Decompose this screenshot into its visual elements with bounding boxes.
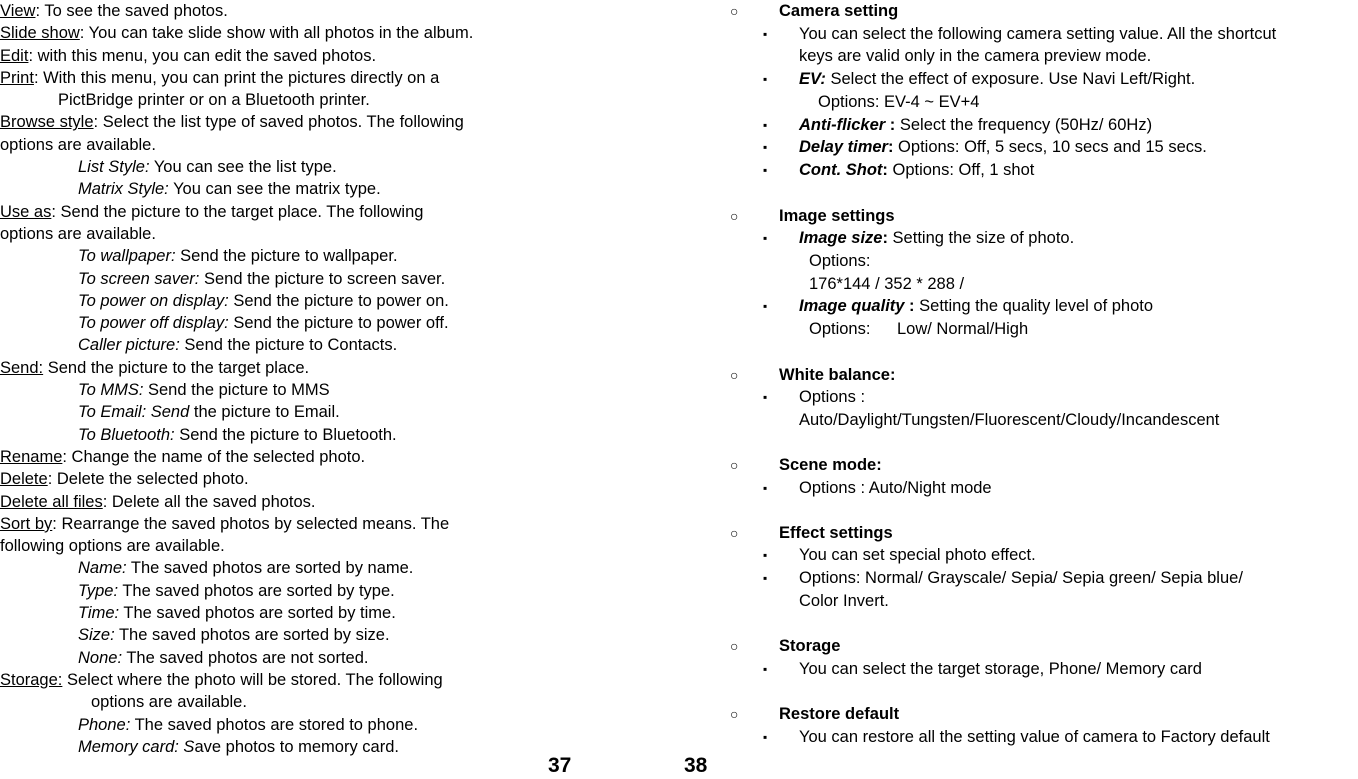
- option-desc: Send the picture to MMS: [143, 381, 330, 400]
- anti-flicker-text: Select the frequency (50Hz/ 60Hz): [895, 115, 1153, 134]
- anti-flicker-label: Anti-flicker: [799, 115, 886, 134]
- bullet-text-continued: Color Invert.: [799, 592, 889, 611]
- option-desc: You can see the list type.: [149, 158, 337, 177]
- browse-style-text: : Select the list type of saved photos. The following: [93, 113, 464, 132]
- option-desc: Send the picture to power on.: [228, 291, 449, 310]
- option-desc: The saved photos are not sorted.: [122, 648, 369, 667]
- option-desc: Send the picture to power off.: [228, 314, 449, 333]
- storage-option: [0, 736, 600, 758]
- option-desc: Send the picture to Contacts.: [179, 336, 398, 355]
- left-page: [0, 0, 600, 758]
- square-bullet-icon: ▪: [763, 390, 768, 405]
- white-balance-section: [730, 364, 1358, 387]
- bullet-item: [730, 567, 1358, 590]
- image-quality-options: [730, 318, 1358, 341]
- edit-text: : with this menu, you can edit the saved photos.: [28, 46, 377, 65]
- use-as-option: [0, 312, 600, 334]
- options-label: Options:: [809, 320, 871, 339]
- storage-label: Storage:: [0, 670, 63, 689]
- print-label: Print: [0, 68, 34, 87]
- print-text: : With this menu, you can print the pictures directly on a: [33, 68, 440, 87]
- sort-by-item: [0, 513, 600, 535]
- bullet-text: Options : Auto/Night mode: [799, 478, 992, 497]
- square-bullet-icon: ▪: [763, 26, 768, 41]
- option-desc: The saved photos are stored to phone.: [130, 715, 419, 734]
- section-title: White balance:: [779, 365, 896, 384]
- cont-shot-item: [730, 159, 1358, 182]
- image-quality-text: Setting the quality level of photo: [914, 297, 1154, 316]
- view-text: : To see the saved photos.: [35, 2, 228, 20]
- browse-style-item: [0, 111, 600, 133]
- use-as-option: [0, 245, 600, 267]
- image-size-options-label: Options:: [809, 251, 871, 270]
- square-bullet-icon: ▪: [763, 231, 768, 246]
- option-desc: Send the picture to Bluetooth.: [174, 425, 397, 444]
- ev-item: [730, 68, 1358, 91]
- option-desc: Send the picture to screen saver.: [199, 269, 446, 288]
- bullet-item: [730, 23, 1358, 46]
- edit-label: Edit: [0, 46, 29, 65]
- sort-by-text-continued: following options are available.: [0, 537, 225, 556]
- print-text-continued: PictBridge printer or on a Bluetooth printer.: [58, 91, 370, 110]
- section-title: Scene mode:: [779, 456, 882, 475]
- use-as-label: Use as: [0, 202, 52, 221]
- section-title: Storage: [779, 637, 841, 656]
- bullet-text: You can select the following camera setting value. All the shortcut: [799, 24, 1277, 43]
- delete-all-item: [0, 491, 600, 513]
- circle-bullet-icon: ○: [730, 638, 739, 655]
- scene-mode-section: [730, 454, 1358, 477]
- option-name: Name:: [78, 559, 127, 578]
- bullet-item: [730, 726, 1358, 749]
- delay-timer-text: Options: Off, 5 secs, 10 secs and 15 secs.: [893, 138, 1207, 157]
- use-as-text: : Send the picture to the target place. The following: [51, 202, 424, 221]
- send-option: [0, 401, 600, 423]
- effect-settings-section: [730, 522, 1358, 545]
- restore-default-section: [730, 703, 1358, 726]
- bullet-item: [730, 386, 1358, 409]
- option-desc: The saved photos are sorted by name.: [126, 559, 414, 578]
- ev-text: Select the effect of exposure. Use Navi Left/Right.: [825, 70, 1196, 89]
- delete-all-label: Delete all files: [0, 492, 103, 511]
- bullet-text-continued: keys are valid only in the camera preview mode.: [799, 47, 1152, 66]
- use-as-text-continued: options are available.: [0, 224, 156, 243]
- label-colon: :: [885, 115, 896, 134]
- ev-label: EV:: [799, 70, 826, 89]
- send-option: [0, 379, 600, 401]
- browse-style-text-continued: options are available.: [0, 135, 156, 154]
- image-quality-item: [730, 295, 1358, 318]
- page-number-right: 38: [684, 754, 708, 777]
- option-name: Phone:: [78, 715, 131, 734]
- camera-setting-section: [730, 0, 1358, 23]
- storage-item: [0, 669, 600, 691]
- option-name: Size:: [78, 626, 115, 645]
- square-bullet-icon: ▪: [763, 163, 768, 178]
- section-title: Effect settings: [779, 523, 893, 542]
- sort-option: [0, 602, 600, 624]
- circle-bullet-icon: ○: [730, 207, 739, 224]
- option-name: Caller picture:: [78, 336, 180, 355]
- bullet-text: You can select the target storage, Phone/ Memory card: [799, 659, 1202, 678]
- bullet-item: [730, 477, 1358, 500]
- bullet-item: [730, 658, 1358, 681]
- sort-option: [0, 580, 600, 602]
- sort-by-label: Sort by: [0, 514, 53, 533]
- right-page: [730, 0, 1358, 748]
- use-as-option: [0, 334, 600, 356]
- option-desc: The saved photos are sorted by type.: [118, 581, 395, 600]
- delete-all-text: : Delete all the saved photos.: [102, 492, 316, 511]
- square-bullet-icon: ▪: [763, 548, 768, 563]
- option-desc: Send the picture to wallpaper.: [175, 247, 398, 266]
- option-name: Time:: [78, 604, 120, 623]
- slideshow-label: Slide show: [0, 24, 80, 43]
- storage-section: [730, 635, 1358, 658]
- slideshow-text: : You can take slide show with all photos in the album.: [79, 24, 474, 43]
- label-colon: :: [904, 297, 915, 316]
- use-as-option: [0, 290, 600, 312]
- browse-style-label: Browse style: [0, 113, 94, 132]
- circle-bullet-icon: ○: [730, 457, 739, 474]
- option-desc: You can see the matrix type.: [168, 180, 381, 199]
- sort-option: [0, 557, 600, 579]
- storage-text-continued: options are available.: [91, 693, 247, 712]
- delay-timer-item: [730, 136, 1358, 159]
- square-bullet-icon: ▪: [763, 729, 768, 744]
- circle-bullet-icon: ○: [730, 3, 739, 19]
- bullet-text-continued: Auto/Daylight/Tungsten/Fluorescent/Cloudy/Incandescent: [799, 410, 1220, 429]
- bullet-text: Options: Normal/ Grayscale/ Sepia/ Sepia green/ Sepia blue/: [799, 569, 1243, 588]
- option-name: Type:: [78, 581, 119, 600]
- rename-item: [0, 446, 600, 468]
- option-name: To wallpaper:: [78, 247, 176, 266]
- edit-item: [0, 45, 600, 67]
- option-name: Matrix Style:: [78, 180, 169, 199]
- delete-text: : Delete the selected photo.: [47, 470, 249, 489]
- option-name: To screen saver:: [78, 269, 200, 288]
- square-bullet-icon: ▪: [763, 299, 768, 314]
- cont-shot-label: Cont. Shot: [799, 161, 883, 180]
- storage-text: Select where the photo will be stored. The following: [62, 670, 443, 689]
- option-name: Memory card: S: [78, 737, 195, 756]
- use-as-option: [0, 268, 600, 290]
- image-quality-label: Image quality: [799, 297, 905, 316]
- view-label: View: [0, 2, 36, 20]
- circle-bullet-icon: ○: [730, 524, 739, 541]
- square-bullet-icon: ▪: [763, 571, 768, 586]
- circle-bullet-icon: ○: [730, 706, 739, 723]
- delete-label: Delete: [0, 470, 48, 489]
- bullet-item: [730, 544, 1358, 567]
- section-title: Restore default: [779, 705, 900, 724]
- sort-option: [0, 647, 600, 669]
- browse-option: [0, 156, 600, 178]
- send-option: [0, 424, 600, 446]
- view-item: [0, 0, 600, 22]
- label-colon: :: [887, 138, 894, 157]
- browse-option: [0, 178, 600, 200]
- page-number-left: 37: [548, 754, 572, 777]
- image-size-values: 176*144 / 352 * 288 /: [809, 274, 965, 293]
- section-title: Camera setting: [779, 2, 899, 20]
- use-as-item: [0, 201, 600, 223]
- image-size-label: Image size: [799, 229, 883, 248]
- label-colon: :: [882, 229, 888, 248]
- send-item: [0, 357, 600, 379]
- circle-bullet-icon: ○: [730, 366, 739, 383]
- rename-text: : Change the name of the selected photo.: [62, 447, 366, 466]
- option-name: To Email: Send: [78, 403, 190, 422]
- image-size-text: Setting the size of photo.: [887, 229, 1075, 248]
- print-item: [0, 67, 600, 89]
- anti-flicker-item: [730, 114, 1358, 137]
- square-bullet-icon: ▪: [763, 480, 768, 495]
- image-settings-section: [730, 205, 1358, 228]
- option-name: None:: [78, 648, 123, 667]
- send-label: Send:: [0, 358, 44, 377]
- option-name: To MMS:: [78, 381, 144, 400]
- square-bullet-icon: ▪: [763, 140, 768, 155]
- sort-option: [0, 624, 600, 646]
- option-name: To power off display:: [78, 314, 229, 333]
- option-name: To Bluetooth:: [78, 425, 175, 444]
- section-title: Image settings: [779, 206, 895, 225]
- bullet-text: You can restore all the setting value of camera to Factory default: [799, 727, 1270, 746]
- bullet-text: Options :: [799, 388, 866, 407]
- storage-option: [0, 714, 600, 736]
- option-desc: The saved photos are sorted by time.: [119, 604, 396, 623]
- option-name: List Style:: [78, 158, 150, 177]
- options-values: Low/ Normal/High: [897, 320, 1029, 339]
- square-bullet-icon: ▪: [763, 72, 768, 87]
- bullet-text: You can set special photo effect.: [799, 546, 1036, 565]
- square-bullet-icon: ▪: [763, 117, 768, 132]
- sort-by-text: : Rearrange the saved photos by selected means. The: [52, 514, 450, 533]
- cont-shot-text: Options: Off, 1 shot: [887, 161, 1035, 180]
- square-bullet-icon: ▪: [763, 661, 768, 676]
- option-name: To power on display:: [78, 291, 229, 310]
- slideshow-item: [0, 22, 600, 44]
- ev-options: Options: EV-4 ~ EV+4: [818, 92, 980, 111]
- delay-timer-label: Delay timer: [799, 138, 888, 157]
- option-desc: The saved photos are sorted by size.: [114, 626, 390, 645]
- option-desc: the picture to Email.: [189, 403, 340, 422]
- rename-label: Rename: [0, 447, 63, 466]
- image-size-item: [730, 227, 1358, 250]
- option-desc: ave photos to memory card.: [194, 737, 399, 756]
- label-colon: :: [882, 161, 888, 180]
- send-text: Send the picture to the target place.: [43, 358, 310, 377]
- delete-item: [0, 468, 600, 490]
